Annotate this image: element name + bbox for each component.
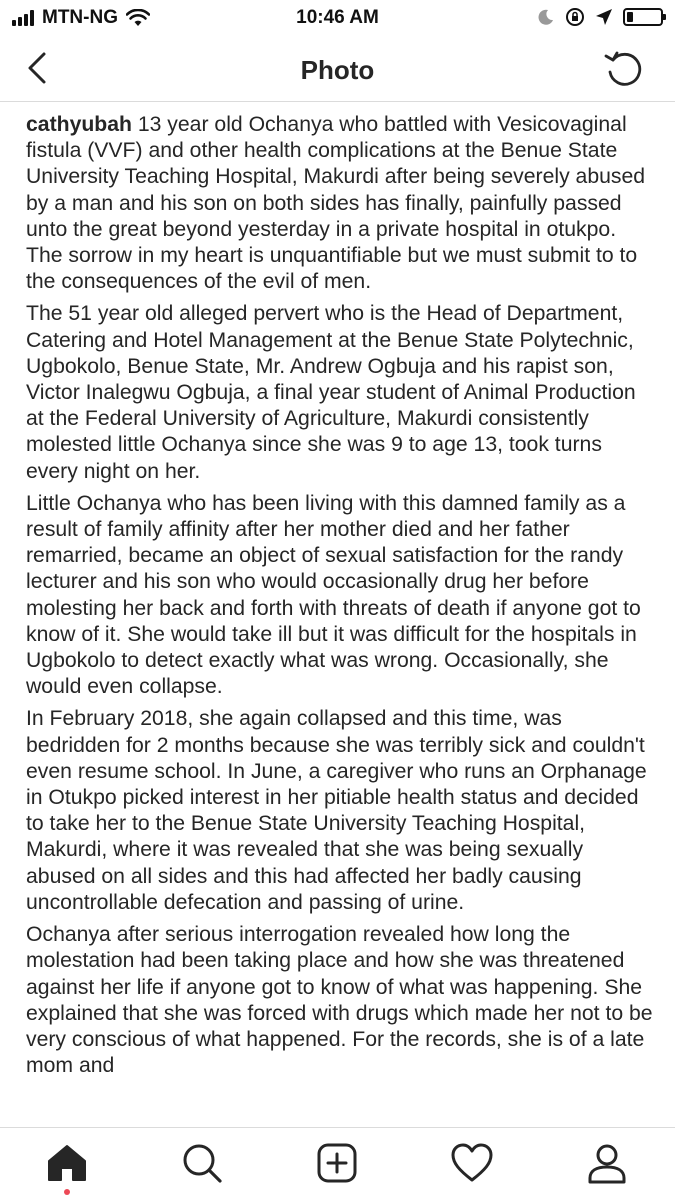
- nav-bar: [0, 36, 675, 102]
- home-icon: [44, 1140, 90, 1186]
- battery-level: [627, 12, 633, 22]
- status-right: [537, 7, 663, 27]
- caption-paragraph: In February 2018, she again collapsed and this time, was bedridden for 2 months because she was terribly sick and couldn't even resume school. In June, a caregiver who runs an Orphanage in Otukpo picked interest in her pitiable health status and decided to take her to the Benue State University Teaching Hospital, Makurdi, where it was revealed that she was being sexually abused on all sides and this had affected her badly causing uncontrollable defecation and passing of urine.: [26, 707, 647, 914]
- status-time: 10:46 AM: [296, 7, 379, 28]
- tab-home[interactable]: [44, 1140, 90, 1186]
- caption-paragraph: Ochanya after serious interrogation revealed how long the molestation had been taking place and how she was threatened against her life if anyone got to know of what was happening. She explained that she was forced with drugs which made her not to be very conscious of what happened. For the records, she is of a late mom and: [26, 923, 653, 1078]
- battery-icon: [623, 8, 663, 26]
- caption-paragraph: [26, 112, 658, 295]
- tab-search[interactable]: [179, 1140, 225, 1186]
- orientation-lock-icon: [565, 7, 585, 27]
- tab-profile[interactable]: [584, 1140, 630, 1186]
- tab-activity[interactable]: [449, 1140, 495, 1186]
- page-title: Photo: [300, 55, 375, 85]
- new-post-icon: [314, 1140, 360, 1186]
- search-icon: [179, 1140, 225, 1186]
- do-not-disturb-icon: [537, 8, 555, 26]
- notification-dot: [64, 1189, 70, 1195]
- profile-icon: [584, 1140, 630, 1186]
- tab-bar: [0, 1127, 675, 1200]
- carrier-name: MTN-NG: [42, 7, 118, 28]
- caption-paragraph: The 51 year old alleged pervert who is the Head of Department, Catering and Hotel Management at the Benue State Polytechnic, Ugbokolo, Benue State, Mr. Andrew Ogbuja and his rapist son, Victor Inalegwu Ogbuja, a final year student of Animal Production at the Federal University of Agriculture, Makurdi consistently molested little Ochanya since she was 9 to age 13, took turns every night on her.: [26, 302, 636, 483]
- refresh-button[interactable]: [601, 46, 647, 92]
- location-icon: [595, 8, 613, 26]
- activity-heart-icon: [449, 1140, 495, 1186]
- caption-paragraph: Little Ochanya who has been living with this damned family as a result of family affinity after her mother died and her father remarried, became an object of sexual satisfaction for the randy lecturer and his son who would occasionally drug her before molesting her back and forth with threats of death if anyone got to know of it. She would take ill but it was difficult for the hospitals in Ugbokolo to detect exactly what was wrong. Occasionally, she would even collapse.: [26, 491, 641, 699]
- post-content: [0, 103, 675, 1127]
- post-caption: [26, 112, 658, 1085]
- status-bar: [0, 0, 675, 36]
- caption-username[interactable]: cathyubah: [26, 113, 132, 136]
- refresh-icon: [601, 46, 647, 92]
- tab-new-post[interactable]: [314, 1140, 360, 1186]
- caption-text: 13 year old Ochanya who battled with Vesicovaginal fistula (VVF) and other health complications at the Benue State University Teaching Hospital, Makurdi after being severely abused by a man and his son on both sides has finally, painfully passed unto the great beyond yesterday in a private hospital in otukpo. The sorrow in my heart is unquantifiable but we must submit to to the consequences of the evil of men.: [26, 113, 646, 294]
